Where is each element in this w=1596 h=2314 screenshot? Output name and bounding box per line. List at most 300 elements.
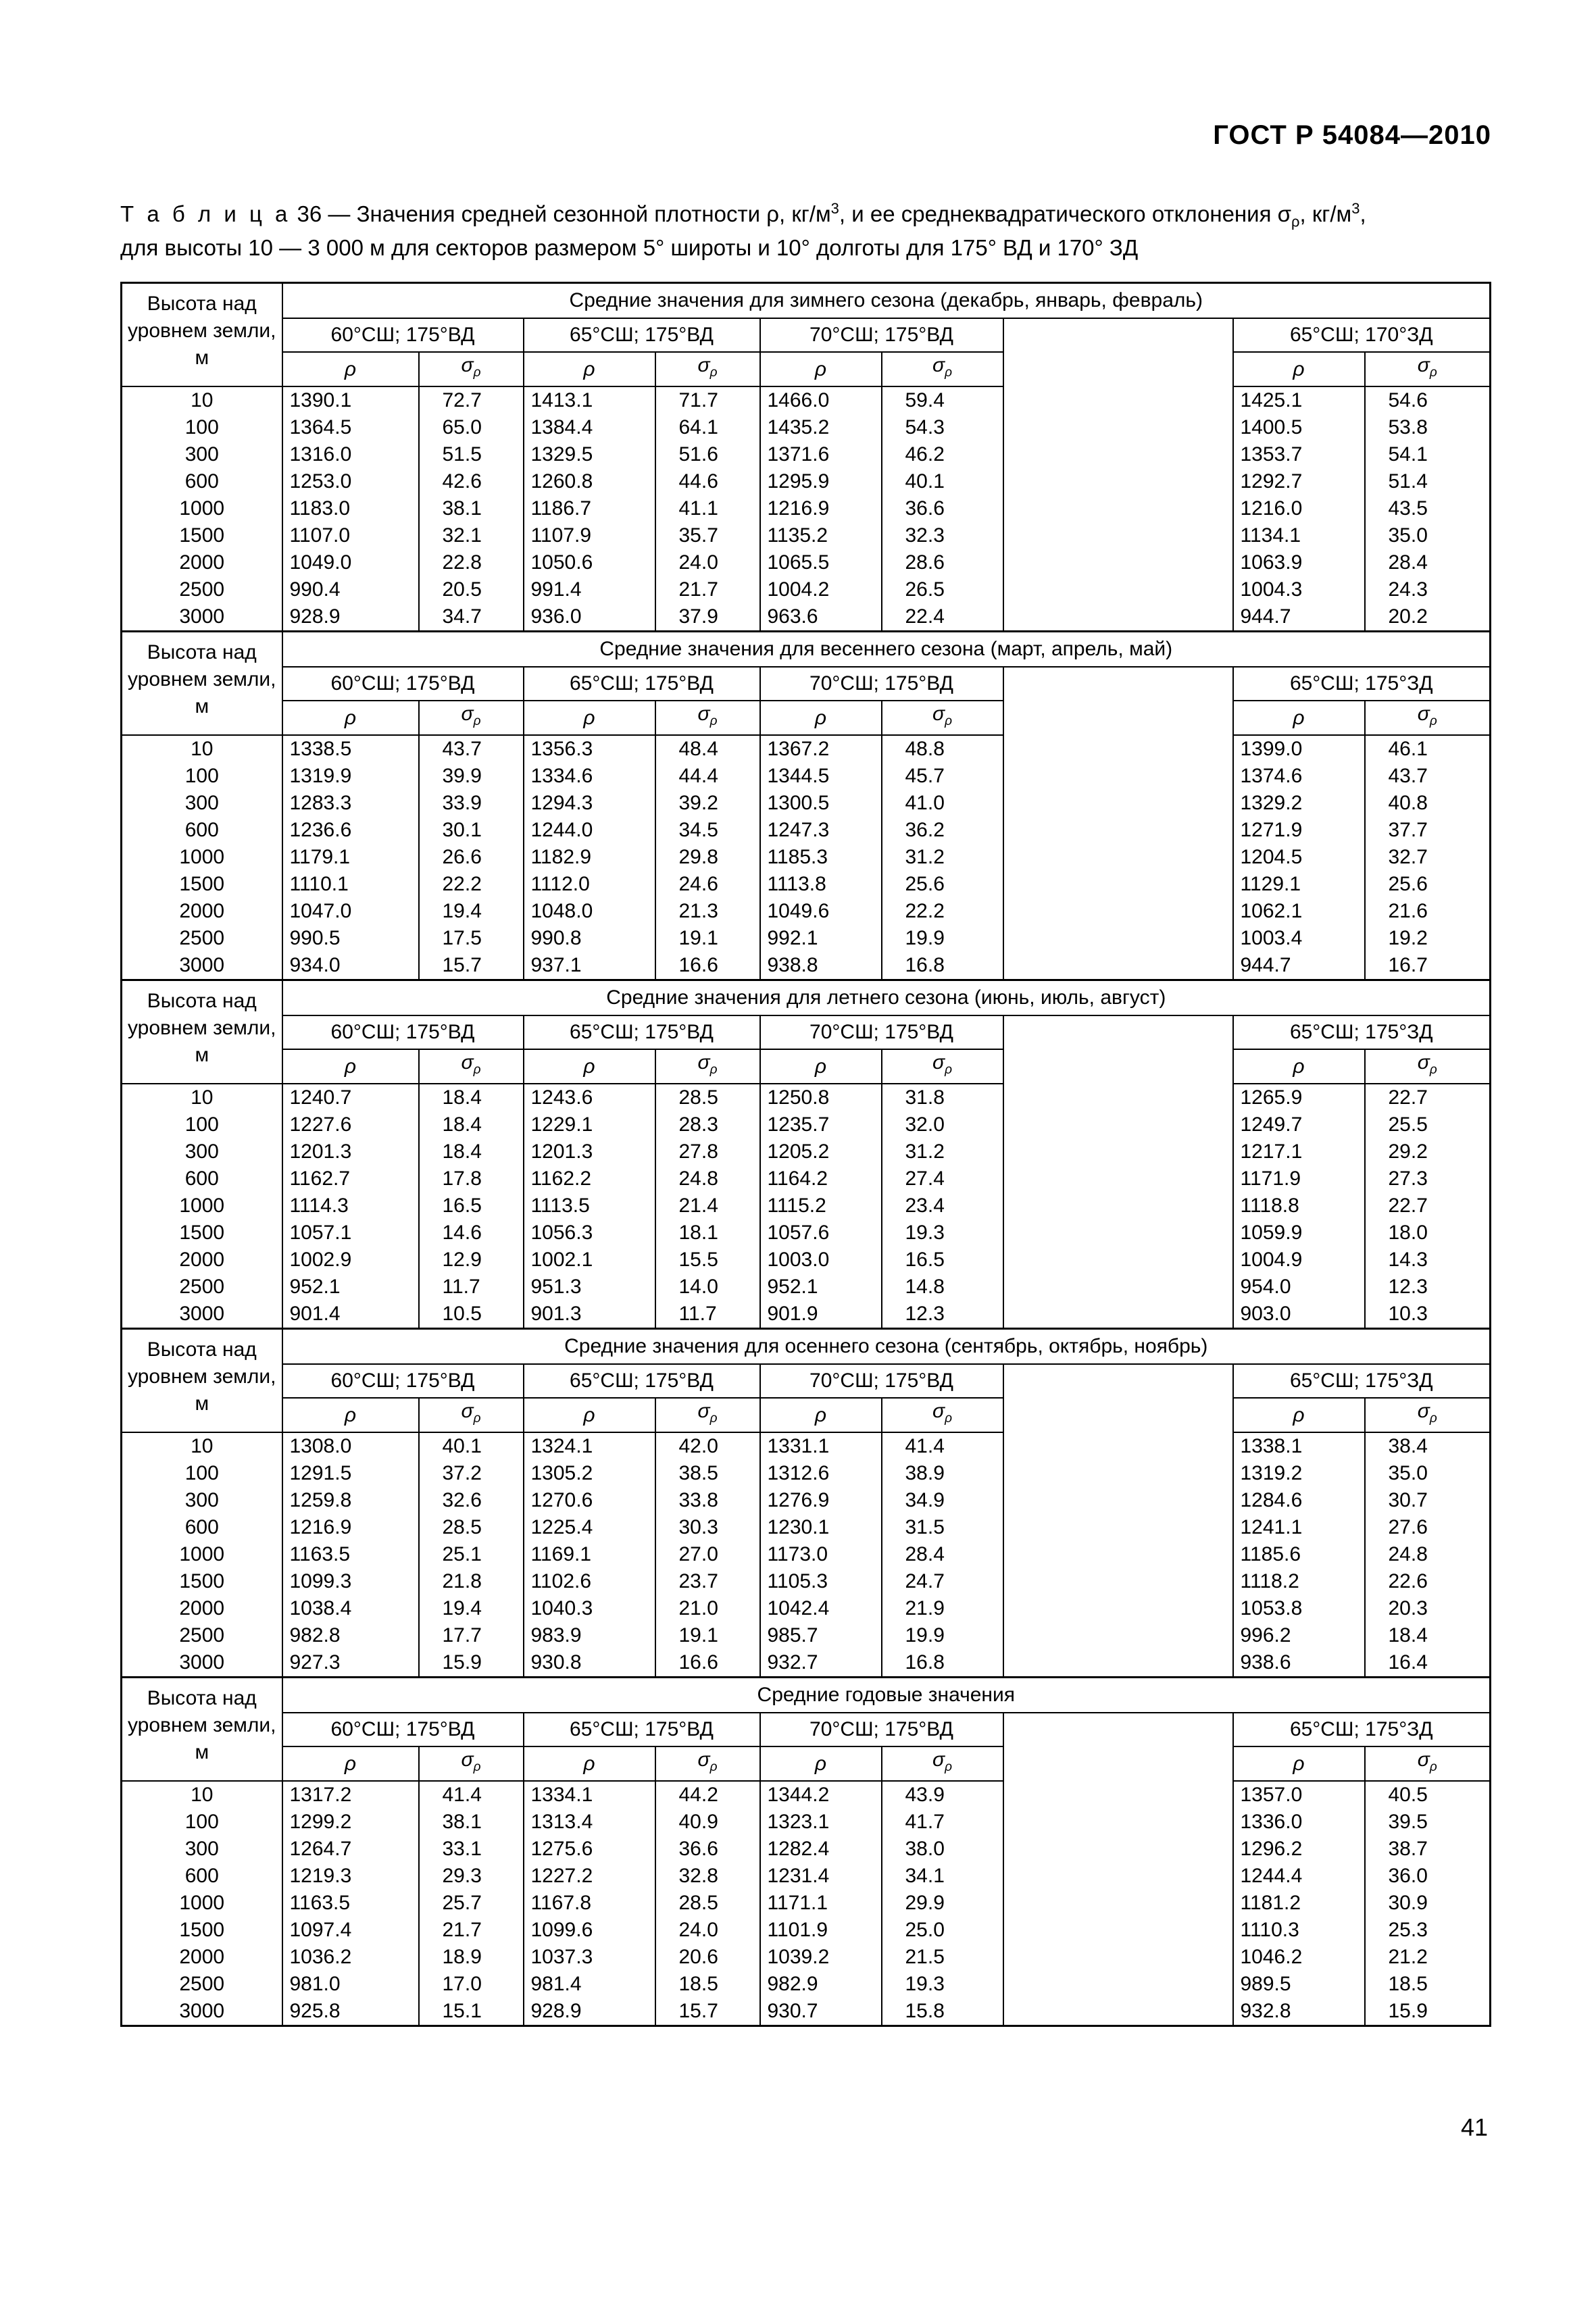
sigma-value: 19.9 bbox=[882, 1622, 1003, 1649]
sigma-value: 16.8 bbox=[882, 952, 1003, 980]
sector-row bbox=[122, 318, 1491, 352]
rho-symbol: ρ bbox=[282, 701, 419, 735]
sigma-value: 41.7 bbox=[882, 1809, 1003, 1836]
rho-value: 996.2 bbox=[1233, 1622, 1365, 1649]
sigma-symbol bbox=[419, 1398, 524, 1432]
sigma-subscript: ρ bbox=[1429, 366, 1437, 380]
height-header: Высота над уровнем земли, м bbox=[122, 632, 282, 736]
height-cell: 3000 bbox=[122, 952, 282, 980]
rho-value: 1316.0 bbox=[282, 441, 419, 468]
rho-value: 1201.3 bbox=[524, 1138, 655, 1165]
sigma-value: 18.4 bbox=[419, 1138, 524, 1165]
sector-label: 65°СШ; 175°ЗД bbox=[1233, 667, 1491, 701]
sigma-value: 28.3 bbox=[655, 1111, 760, 1138]
rho-symbol: ρ bbox=[760, 352, 882, 386]
rho-value: 1047.0 bbox=[282, 898, 419, 925]
height-cell: 600 bbox=[122, 468, 282, 495]
sector-label: 60°СШ; 175°ВД bbox=[282, 318, 524, 352]
rho-value: 1292.7 bbox=[1233, 468, 1365, 495]
sigma-symbol bbox=[419, 1746, 524, 1781]
rho-value: 1038.4 bbox=[282, 1595, 419, 1622]
sigma-value: 15.7 bbox=[655, 1998, 760, 2026]
rho-value: 1171.1 bbox=[760, 1890, 882, 1917]
sigma-value: 24.7 bbox=[882, 1568, 1003, 1595]
height-cell: 10 bbox=[122, 1084, 282, 1111]
sigma-value: 36.6 bbox=[882, 495, 1003, 522]
sigma-value: 32.3 bbox=[882, 522, 1003, 549]
sigma-value: 35.0 bbox=[1365, 1460, 1491, 1487]
sigma-char: σ bbox=[1417, 1749, 1430, 1771]
rho-symbol: ρ bbox=[1233, 1746, 1365, 1781]
table-row bbox=[122, 468, 1491, 495]
sigma-char: σ bbox=[932, 1400, 945, 1422]
sigma-value: 18.5 bbox=[655, 1971, 760, 1998]
sigma-value: 31.8 bbox=[882, 1084, 1003, 1111]
rho-value: 1244.0 bbox=[524, 817, 655, 844]
page-number: 41 bbox=[1460, 2113, 1488, 2141]
rho-value: 901.4 bbox=[282, 1301, 419, 1329]
table-row bbox=[122, 1219, 1491, 1247]
empty-column bbox=[1003, 1015, 1233, 1329]
sigma-subscript: ρ bbox=[709, 714, 718, 728]
table-row bbox=[122, 414, 1491, 441]
rho-value: 1162.2 bbox=[524, 1165, 655, 1192]
sigma-value: 35.7 bbox=[655, 522, 760, 549]
sigma-value: 21.8 bbox=[419, 1568, 524, 1595]
sigma-value: 46.1 bbox=[1365, 735, 1491, 763]
table-row bbox=[122, 817, 1491, 844]
rho-value: 1162.7 bbox=[282, 1165, 419, 1192]
rho-value: 1329.5 bbox=[524, 441, 655, 468]
sigma-value: 14.3 bbox=[1365, 1247, 1491, 1274]
height-cell: 2500 bbox=[122, 1971, 282, 1998]
sigma-subscript: ρ bbox=[945, 366, 952, 380]
rho-symbol: ρ bbox=[760, 1398, 882, 1432]
sigma-value: 18.4 bbox=[419, 1111, 524, 1138]
sigma-symbol bbox=[882, 701, 1003, 735]
rho-value: 1039.2 bbox=[760, 1944, 882, 1971]
sector-label: 65°СШ; 175°ЗД bbox=[1233, 1015, 1491, 1049]
caption-text-1: — Значения средней сезонной плотности ρ, кг/м bbox=[322, 201, 831, 226]
sigma-value: 40.9 bbox=[655, 1809, 760, 1836]
rho-value: 1244.4 bbox=[1233, 1863, 1365, 1890]
rho-value: 1113.8 bbox=[760, 871, 882, 898]
table-row bbox=[122, 1649, 1491, 1678]
rho-value: 1182.9 bbox=[524, 844, 655, 871]
sigma-subscript: ρ bbox=[473, 1063, 481, 1077]
sigma-subscript: ρ bbox=[945, 1411, 952, 1426]
sigma-value: 21.2 bbox=[1365, 1944, 1491, 1971]
sigma-value: 19.1 bbox=[655, 1622, 760, 1649]
rho-symbol: ρ bbox=[282, 352, 419, 386]
rho-value: 1134.1 bbox=[1233, 522, 1365, 549]
sigma-value: 31.5 bbox=[882, 1514, 1003, 1541]
sigma-value: 24.8 bbox=[1365, 1541, 1491, 1568]
rho-value: 1291.5 bbox=[282, 1460, 419, 1487]
rho-value: 1400.5 bbox=[1233, 414, 1365, 441]
rho-value: 1299.2 bbox=[282, 1809, 419, 1836]
table-row bbox=[122, 735, 1491, 763]
sigma-symbol bbox=[1365, 1746, 1491, 1781]
rho-value: 1003.0 bbox=[760, 1247, 882, 1274]
sigma-symbol bbox=[655, 1746, 760, 1781]
sigma-value: 16.4 bbox=[1365, 1649, 1491, 1678]
sigma-value: 27.4 bbox=[882, 1165, 1003, 1192]
rho-value: 990.5 bbox=[282, 925, 419, 952]
sigma-value: 14.0 bbox=[655, 1274, 760, 1301]
rho-value: 927.3 bbox=[282, 1649, 419, 1678]
sigma-value: 44.4 bbox=[655, 763, 760, 790]
sigma-char: σ bbox=[1417, 703, 1430, 725]
table-row bbox=[122, 1084, 1491, 1111]
height-cell: 2000 bbox=[122, 1595, 282, 1622]
sigma-value: 44.6 bbox=[655, 468, 760, 495]
height-cell: 300 bbox=[122, 1836, 282, 1863]
rho-value: 1056.3 bbox=[524, 1219, 655, 1247]
sigma-value: 46.2 bbox=[882, 441, 1003, 468]
rho-value: 1110.1 bbox=[282, 871, 419, 898]
sigma-value: 22.2 bbox=[882, 898, 1003, 925]
sigma-value: 27.6 bbox=[1365, 1514, 1491, 1541]
rho-value: 1216.9 bbox=[760, 495, 882, 522]
rho-value: 1004.9 bbox=[1233, 1247, 1365, 1274]
rho-value: 1313.4 bbox=[524, 1809, 655, 1836]
height-cell: 2000 bbox=[122, 1247, 282, 1274]
sigma-char: σ bbox=[1417, 1400, 1430, 1422]
rho-value: 1057.1 bbox=[282, 1219, 419, 1247]
rho-value: 1219.3 bbox=[282, 1863, 419, 1890]
height-cell: 1500 bbox=[122, 1219, 282, 1247]
rho-value: 1275.6 bbox=[524, 1836, 655, 1863]
rho-value: 1183.0 bbox=[282, 495, 419, 522]
sigma-subscript: ρ bbox=[945, 1063, 952, 1077]
rho-value: 944.7 bbox=[1233, 952, 1365, 980]
rho-value: 1118.8 bbox=[1233, 1192, 1365, 1219]
sector-label: 60°СШ; 175°ВД bbox=[282, 667, 524, 701]
table-row bbox=[122, 1595, 1491, 1622]
sigma-value: 64.1 bbox=[655, 414, 760, 441]
sigma-subscript: ρ bbox=[1429, 714, 1437, 728]
sigma-value: 40.1 bbox=[419, 1432, 524, 1460]
caption-text-2: , и ее среднеквадратического отклонения σ bbox=[839, 201, 1291, 226]
sigma-value: 21.0 bbox=[655, 1595, 760, 1622]
table-row bbox=[122, 898, 1491, 925]
sigma-value: 25.3 bbox=[1365, 1917, 1491, 1944]
sigma-value: 28.4 bbox=[1365, 549, 1491, 576]
sigma-value: 15.7 bbox=[419, 952, 524, 980]
sigma-value: 23.7 bbox=[655, 1568, 760, 1595]
sigma-value: 32.7 bbox=[1365, 844, 1491, 871]
rho-value: 901.3 bbox=[524, 1301, 655, 1329]
rho-value: 982.8 bbox=[282, 1622, 419, 1649]
sigma-value: 31.2 bbox=[882, 1138, 1003, 1165]
rho-value: 1271.9 bbox=[1233, 817, 1365, 844]
rho-value: 1283.3 bbox=[282, 790, 419, 817]
sigma-value: 29.9 bbox=[882, 1890, 1003, 1917]
table-row bbox=[122, 790, 1491, 817]
season-header-row bbox=[122, 1329, 1491, 1365]
rho-value: 1113.5 bbox=[524, 1192, 655, 1219]
rho-value: 981.4 bbox=[524, 1971, 655, 1998]
rho-value: 1357.0 bbox=[1233, 1781, 1365, 1809]
rho-symbol: ρ bbox=[282, 1746, 419, 1781]
sigma-value: 29.2 bbox=[1365, 1138, 1491, 1165]
sigma-value: 18.1 bbox=[655, 1219, 760, 1247]
rho-value: 983.9 bbox=[524, 1622, 655, 1649]
height-cell: 1500 bbox=[122, 1917, 282, 1944]
sector-label: 65°СШ; 175°ВД bbox=[524, 1364, 760, 1398]
rho-value: 1344.5 bbox=[760, 763, 882, 790]
sigma-char: σ bbox=[461, 703, 474, 725]
sigma-value: 38.1 bbox=[419, 495, 524, 522]
sigma-char: σ bbox=[932, 354, 945, 376]
sigma-value: 39.5 bbox=[1365, 1809, 1491, 1836]
sigma-char: σ bbox=[461, 1400, 474, 1422]
sigma-char: σ bbox=[697, 1051, 710, 1074]
sigma-symbol bbox=[655, 701, 760, 735]
sigma-value: 32.0 bbox=[882, 1111, 1003, 1138]
table-row bbox=[122, 1514, 1491, 1541]
sigma-value: 30.3 bbox=[655, 1514, 760, 1541]
sigma-value: 38.7 bbox=[1365, 1836, 1491, 1863]
table-row bbox=[122, 1247, 1491, 1274]
rho-value: 1204.5 bbox=[1233, 844, 1365, 871]
sigma-symbol bbox=[882, 352, 1003, 386]
rho-value: 1253.0 bbox=[282, 468, 419, 495]
table-row bbox=[122, 1622, 1491, 1649]
table-row bbox=[122, 495, 1491, 522]
rho-value: 903.0 bbox=[1233, 1301, 1365, 1329]
height-cell: 1000 bbox=[122, 1541, 282, 1568]
height-cell: 2500 bbox=[122, 925, 282, 952]
sigma-char: σ bbox=[697, 703, 710, 725]
sigma-value: 11.7 bbox=[655, 1301, 760, 1329]
rho-value: 1046.2 bbox=[1233, 1944, 1365, 1971]
rho-value: 1227.6 bbox=[282, 1111, 419, 1138]
rho-value: 1390.1 bbox=[282, 386, 419, 414]
sigma-char: σ bbox=[461, 1749, 474, 1771]
rho-value: 1097.4 bbox=[282, 1917, 419, 1944]
sector-label: 70°СШ; 175°ВД bbox=[760, 318, 1003, 352]
table-row bbox=[122, 603, 1491, 632]
sigma-value: 15.1 bbox=[419, 1998, 524, 2026]
sigma-subscript: ρ bbox=[1429, 1063, 1437, 1077]
rho-value: 1003.4 bbox=[1233, 925, 1365, 952]
sigma-value: 30.9 bbox=[1365, 1890, 1491, 1917]
height-cell: 3000 bbox=[122, 1998, 282, 2026]
rho-value: 925.8 bbox=[282, 1998, 419, 2026]
rho-value: 1384.4 bbox=[524, 414, 655, 441]
rho-symbol: ρ bbox=[1233, 352, 1365, 386]
rho-value: 1171.9 bbox=[1233, 1165, 1365, 1192]
sigma-value: 22.7 bbox=[1365, 1192, 1491, 1219]
rho-value: 990.4 bbox=[282, 576, 419, 603]
sigma-value: 16.6 bbox=[655, 952, 760, 980]
sigma-value: 10.3 bbox=[1365, 1301, 1491, 1329]
sigma-value: 15.8 bbox=[882, 1998, 1003, 2026]
sigma-value: 43.7 bbox=[1365, 763, 1491, 790]
rho-value: 1112.0 bbox=[524, 871, 655, 898]
sigma-value: 21.7 bbox=[419, 1917, 524, 1944]
rho-value: 1105.3 bbox=[760, 1568, 882, 1595]
sigma-value: 12.3 bbox=[882, 1301, 1003, 1329]
sigma-value: 12.3 bbox=[1365, 1274, 1491, 1301]
sigma-char: σ bbox=[1417, 354, 1430, 376]
sigma-value: 31.2 bbox=[882, 844, 1003, 871]
rho-value: 1364.5 bbox=[282, 414, 419, 441]
sigma-value: 40.1 bbox=[882, 468, 1003, 495]
sigma-value: 37.2 bbox=[419, 1460, 524, 1487]
rho-value: 1107.0 bbox=[282, 522, 419, 549]
sigma-value: 17.0 bbox=[419, 1971, 524, 1998]
height-cell: 1000 bbox=[122, 844, 282, 871]
table-row bbox=[122, 1192, 1491, 1219]
sigma-value: 53.8 bbox=[1365, 414, 1491, 441]
symbol-row bbox=[122, 352, 1491, 386]
sigma-value: 20.3 bbox=[1365, 1595, 1491, 1622]
sigma-subscript: ρ bbox=[709, 1760, 718, 1774]
sigma-symbol bbox=[419, 352, 524, 386]
sigma-value: 41.4 bbox=[882, 1432, 1003, 1460]
table-row bbox=[122, 549, 1491, 576]
rho-value: 932.7 bbox=[760, 1649, 882, 1678]
rho-value: 1036.2 bbox=[282, 1944, 419, 1971]
sector-label: 60°СШ; 175°ВД bbox=[282, 1364, 524, 1398]
sigma-value: 36.6 bbox=[655, 1836, 760, 1863]
sigma-value: 38.5 bbox=[655, 1460, 760, 1487]
caption-sub: ρ bbox=[1291, 213, 1300, 230]
table-row bbox=[122, 1944, 1491, 1971]
table-row bbox=[122, 952, 1491, 980]
sigma-value: 54.1 bbox=[1365, 441, 1491, 468]
sigma-char: σ bbox=[461, 1051, 474, 1074]
rho-value: 1164.2 bbox=[760, 1165, 882, 1192]
sigma-value: 54.6 bbox=[1365, 386, 1491, 414]
rho-value: 1338.1 bbox=[1233, 1432, 1365, 1460]
height-cell: 600 bbox=[122, 1165, 282, 1192]
sector-row bbox=[122, 1713, 1491, 1746]
sigma-symbol bbox=[419, 1049, 524, 1084]
sigma-subscript: ρ bbox=[473, 366, 481, 380]
table-row bbox=[122, 1138, 1491, 1165]
sigma-value: 19.3 bbox=[882, 1971, 1003, 1998]
sigma-value: 16.5 bbox=[882, 1247, 1003, 1274]
rho-symbol: ρ bbox=[760, 1746, 882, 1781]
symbol-row bbox=[122, 1746, 1491, 1781]
table-row bbox=[122, 1809, 1491, 1836]
sigma-value: 33.8 bbox=[655, 1487, 760, 1514]
height-cell: 10 bbox=[122, 386, 282, 414]
rho-value: 1338.5 bbox=[282, 735, 419, 763]
sigma-value: 38.9 bbox=[882, 1460, 1003, 1487]
rho-value: 1002.9 bbox=[282, 1247, 419, 1274]
rho-value: 1135.2 bbox=[760, 522, 882, 549]
table-row bbox=[122, 1890, 1491, 1917]
rho-value: 1336.0 bbox=[1233, 1809, 1365, 1836]
rho-value: 1312.6 bbox=[760, 1460, 882, 1487]
sigma-subscript: ρ bbox=[1429, 1760, 1437, 1774]
height-cell: 1500 bbox=[122, 871, 282, 898]
rho-value: 1295.9 bbox=[760, 468, 882, 495]
sigma-value: 25.6 bbox=[1365, 871, 1491, 898]
rho-value: 934.0 bbox=[282, 952, 419, 980]
table-row bbox=[122, 1541, 1491, 1568]
document-code: ГОСТ Р 54084—2010 bbox=[1213, 120, 1491, 150]
sigma-value: 28.5 bbox=[419, 1514, 524, 1541]
empty-column bbox=[1003, 318, 1233, 632]
sigma-value: 37.9 bbox=[655, 603, 760, 632]
sigma-symbol bbox=[1365, 701, 1491, 735]
table-row bbox=[122, 1917, 1491, 1944]
sigma-value: 25.6 bbox=[882, 871, 1003, 898]
height-cell: 3000 bbox=[122, 1649, 282, 1678]
caption-label: Т а б л и ц а bbox=[120, 201, 291, 226]
rho-value: 1334.1 bbox=[524, 1781, 655, 1809]
rho-value: 930.7 bbox=[760, 1998, 882, 2026]
rho-value: 1230.1 bbox=[760, 1514, 882, 1541]
rho-value: 1115.2 bbox=[760, 1192, 882, 1219]
sigma-value: 32.1 bbox=[419, 522, 524, 549]
rho-symbol: ρ bbox=[524, 1049, 655, 1084]
sigma-symbol bbox=[882, 1746, 1003, 1781]
rho-value: 1216.9 bbox=[282, 1514, 419, 1541]
sigma-value: 65.0 bbox=[419, 414, 524, 441]
sigma-symbol bbox=[882, 1398, 1003, 1432]
sigma-value: 33.1 bbox=[419, 1836, 524, 1863]
rho-value: 1057.6 bbox=[760, 1219, 882, 1247]
rho-value: 1282.4 bbox=[760, 1836, 882, 1863]
caption-sup-1: 3 bbox=[830, 200, 839, 217]
table-row bbox=[122, 1863, 1491, 1890]
sigma-value: 20.2 bbox=[1365, 603, 1491, 632]
height-header: Высота над уровнем земли, м bbox=[122, 1329, 282, 1433]
rho-value: 985.7 bbox=[760, 1622, 882, 1649]
table-row bbox=[122, 1998, 1491, 2026]
sigma-subscript: ρ bbox=[945, 1760, 952, 1774]
sigma-value: 11.7 bbox=[419, 1274, 524, 1301]
sigma-value: 16.8 bbox=[882, 1649, 1003, 1678]
sigma-value: 14.8 bbox=[882, 1274, 1003, 1301]
rho-value: 1300.5 bbox=[760, 790, 882, 817]
rho-value: 1002.1 bbox=[524, 1247, 655, 1274]
symbol-row bbox=[122, 701, 1491, 735]
sigma-value: 71.7 bbox=[655, 386, 760, 414]
sector-label: 65°СШ; 175°ВД bbox=[524, 1713, 760, 1746]
sigma-value: 43.9 bbox=[882, 1781, 1003, 1809]
caption-text-3: , кг/м bbox=[1299, 201, 1352, 226]
rho-value: 1247.3 bbox=[760, 817, 882, 844]
density-table bbox=[120, 282, 1491, 2027]
season-header-row bbox=[122, 1678, 1491, 1713]
table-row bbox=[122, 1432, 1491, 1460]
rho-value: 1250.8 bbox=[760, 1084, 882, 1111]
height-cell: 1000 bbox=[122, 495, 282, 522]
rho-value: 951.3 bbox=[524, 1274, 655, 1301]
sigma-value: 25.5 bbox=[1365, 1111, 1491, 1138]
sigma-value: 25.1 bbox=[419, 1541, 524, 1568]
sigma-value: 30.7 bbox=[1365, 1487, 1491, 1514]
height-cell: 2000 bbox=[122, 549, 282, 576]
sigma-subscript: ρ bbox=[709, 1411, 718, 1426]
height-header: Высота над уровнем земли, м bbox=[122, 980, 282, 1084]
sigma-value: 36.2 bbox=[882, 817, 1003, 844]
rho-value: 1466.0 bbox=[760, 386, 882, 414]
sigma-value: 28.5 bbox=[655, 1084, 760, 1111]
sigma-value: 34.5 bbox=[655, 817, 760, 844]
rho-value: 1163.5 bbox=[282, 1541, 419, 1568]
rho-value: 1063.9 bbox=[1233, 549, 1365, 576]
sigma-value: 22.2 bbox=[419, 871, 524, 898]
